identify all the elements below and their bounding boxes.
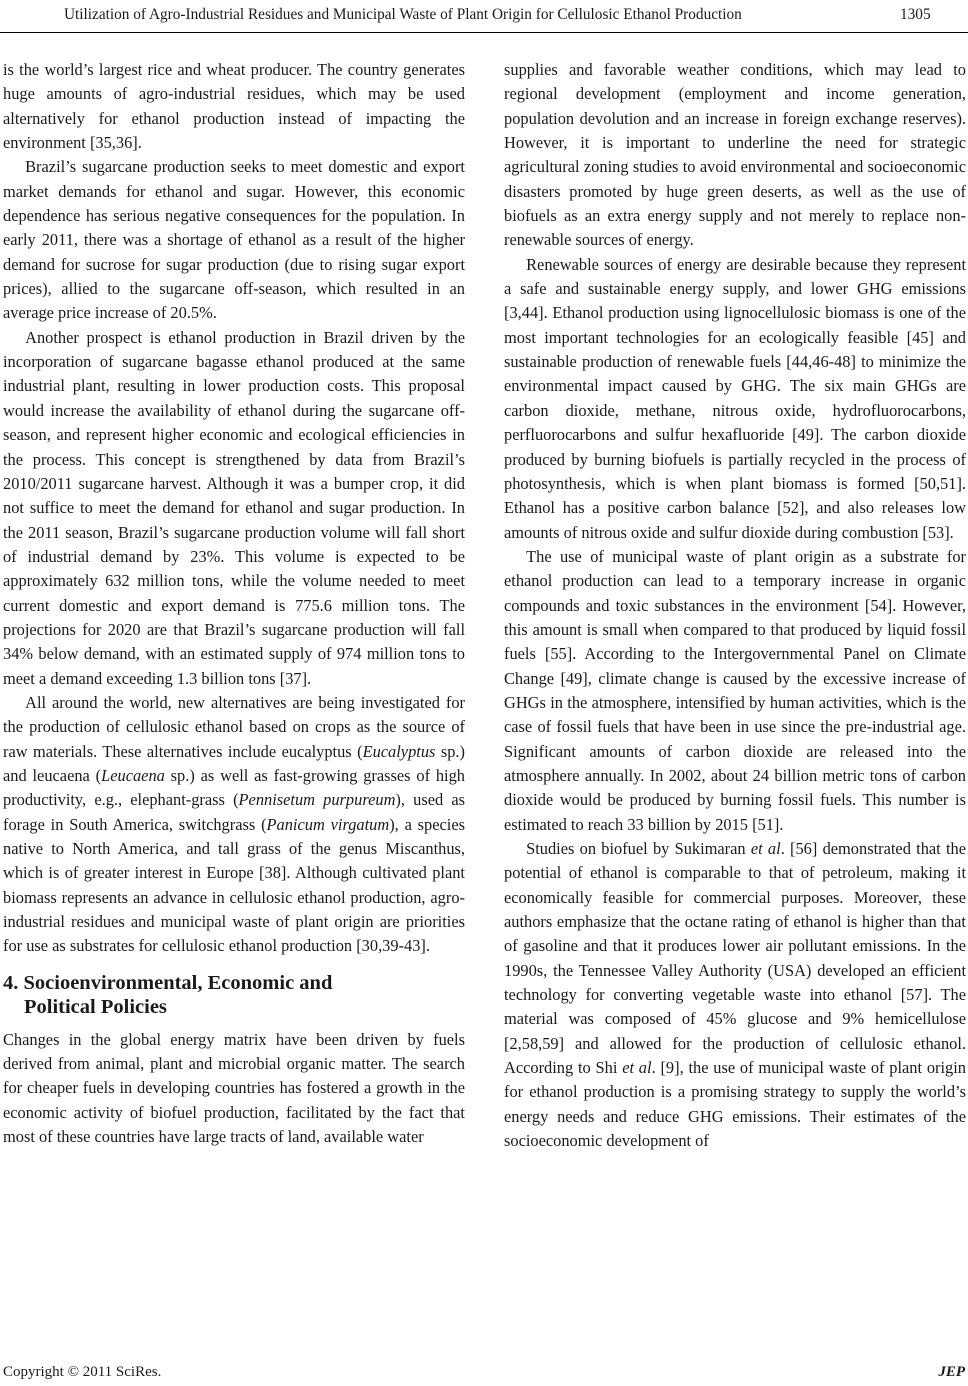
paragraph: The use of municipal waste of plant origin as a substrate for ethanol production can lead to a temporary increase in organic compounds and toxic substances in the environment [54]. However, this amount is small when compared to that produced by liquid fossil fuels [55]. According to the Intergovernmental Panel on Climate Change [49], climate change is caused by the excessive increase of GHGs in the atmosphere, intensified by human activities, which is the case of fossil fuels that have been in use since the pre-industrial age. Significant amounts of carbon dioxide are released into the atmosphere annually. In 2002, about 24 billion metric tons of carbon dioxide would be produced by burning fossil fuels. This number is estimated to reach 33 billion by 2015 [51]. <box>504 546 966 834</box>
et-al: et al <box>622 1058 652 1078</box>
species-name: Eucalyptus <box>362 741 436 761</box>
text-run: sp.) and leucaena ( <box>3 741 465 785</box>
text-run: . [9], the use of municipal waste of plant origin for ethanol production is a promising strategy to supply the world’s energy needs and reduce GHG emissions. Their estimates of the socioeconomic development of <box>504 1058 966 1151</box>
header-rule <box>0 32 968 33</box>
left-column <box>3 58 465 1149</box>
et-al: et al <box>750 839 781 858</box>
text-run: ), a species native to North America, and tall grass of the genus Miscanthus, which is of greater interest in Europe [38]. Although cultivated plant biomass represents an advance in cellulosic ethanol production, agro-industrial residues and municipal waste of plant origin are priorities for use as substrates for cellulosic ethanol production [30,39-43]. <box>3 814 466 956</box>
text-run: All around the world, new alternatives are being investigated for the production of cellulosic ethanol based on crops as the source of raw materials. These alternatives include eucalyptus ( <box>3 692 465 761</box>
text-run: Studies on biofuel by Sukimaran <box>526 839 751 858</box>
right-column <box>504 58 966 1153</box>
paragraph: supplies and favorable weather conditions, which may lead to regional development (employment and income generation, population devolution and an increase in foreign exchange reserves). However, it is important to underline the need for strategic agricultural zoning studies to avoid environmental and socioeconomic disasters promoted by huge green deserts, as well as the use of biofuels as an extra energy supply and not merely to replace non-renewable sources of energy. <box>504 60 966 250</box>
section-heading-line: 4. Socioenvironmental, Economic and <box>3 971 333 994</box>
paragraph: Brazil’s sugarcane production seeks to meet domestic and export market demands for ethanol and sugar. However, this economic dependence has serious negative consequences for the population. In early 2011, there was a shortage of ethanol as a result of the higher demand for sucrose for sugar production (due to rising sugar export prices), allied to the sugarcane off-season, which resulted in an average price increase of 20.5%. <box>3 157 465 323</box>
page-number: 1305 <box>900 6 931 23</box>
text-run: sp.) as well as fast-growing grasses of high productivity, e.g., elephant-grass ( <box>3 765 466 810</box>
paragraph: Renewable sources of energy are desirable because they represent a safe and sustainable energy supply, and lower GHG emissions [3,44]. Ethanol production using lignocellulosic biomass is one of the most important technologies for an ecologically feasible [45] and sustainable production of renewable fuels [44,46-48] to minimize the environmental impact caused by GHG. The six main GHGs are carbon dioxide, methane, nitrous oxide, hydrofluorocarbons, perfluorocarbons and sulfur hexafluoride [49]. The carbon dioxide produced by burning biofuels is partially recycled in the process of photosynthesis, which is when plant biomass is formed [50,51]. Ethanol has a positive carbon balance [52], and also releases low amounts of nitrous oxide and sulfur dioxide during combustion [53]. <box>504 254 966 542</box>
paragraph: Changes in the global energy matrix have been driven by fuels derived from animal, plant and microbial organic matter. The search for cheaper fuels in developing countries has fostered a growth in the economic activity of biofuel production, facilitated by the fact that most of these countries have large tracts of land, available water <box>3 1029 465 1147</box>
page-footer <box>3 1362 965 1382</box>
copyright-notice: Copyright © 2011 SciRes. <box>3 1364 162 1380</box>
text-run: ), used as forage in South America, switchgrass ( <box>3 790 465 834</box>
species-name: Pennisetum purpureum <box>238 790 396 810</box>
species-name: Leucaena <box>101 765 165 785</box>
running-header <box>0 2 968 28</box>
section-heading-line: Political Policies <box>24 995 167 1018</box>
species-name: Panicum virgatum <box>266 814 390 834</box>
running-title: Utilization of Agro-Industrial Residues and Municipal Waste of Plant Origin for Cellulosic Ethanol Production <box>64 6 742 23</box>
paragraph: is the world’s largest rice and wheat producer. The country generates huge amounts of agro-industrial residues, which may be used alternatively for ethanol production instead of impacting the environment [35,36]. <box>3 60 465 153</box>
paragraph: Another prospect is ethanol production in Brazil driven by the incorporation of sugarcane bagasse ethanol produced at the same industrial plant, resulting in lower production costs. This proposal would increase the availability of ethanol during the sugarcane off-season, and represent higher economic and ecological efficiencies in the process. This concept is strengthened by data from Brazil’s 2010/2011 sugarcane harvest. Although it was a bumper crop, it did not suffice to meet the demand for ethanol and sugar production. In the 2011 season, Brazil’s sugarcane production volume will fall short of industrial demand by 23%. This volume is expected to be approximately 632 million tons, while the volume needed to meet current domestic and export demand is 775.6 million tons. The projections for 2020 are that Brazil’s sugarcane production will fall 34% below demand, with an estimated supply of 974 million tons to meet a demand exceeding 1.3 billion tons [37]. <box>3 327 465 688</box>
paragraph <box>3 691 465 959</box>
text-run: . [56] demonstrated that the potential of ethanol is comparable to that of petroleum, making it economically feasible for commercial purposes. Moreover, these authors emphasize that the octane rating of ethanol is higher than that of gasoline and that it produces lower air pollutant emissions. In the 1990s, the Tennessee Valley Authority (USA) developed an efficient technology for converting vegetable waste into ethanol [57]. The material was composed of 45% glucose and 9% hemicellulose [2,58,59] and allowed for the production of cellulosic ethanol. According to Shi <box>504 839 966 1078</box>
journal-abbreviation: JEP <box>938 1364 965 1380</box>
section-heading <box>3 971 465 1019</box>
paragraph <box>504 837 966 1153</box>
